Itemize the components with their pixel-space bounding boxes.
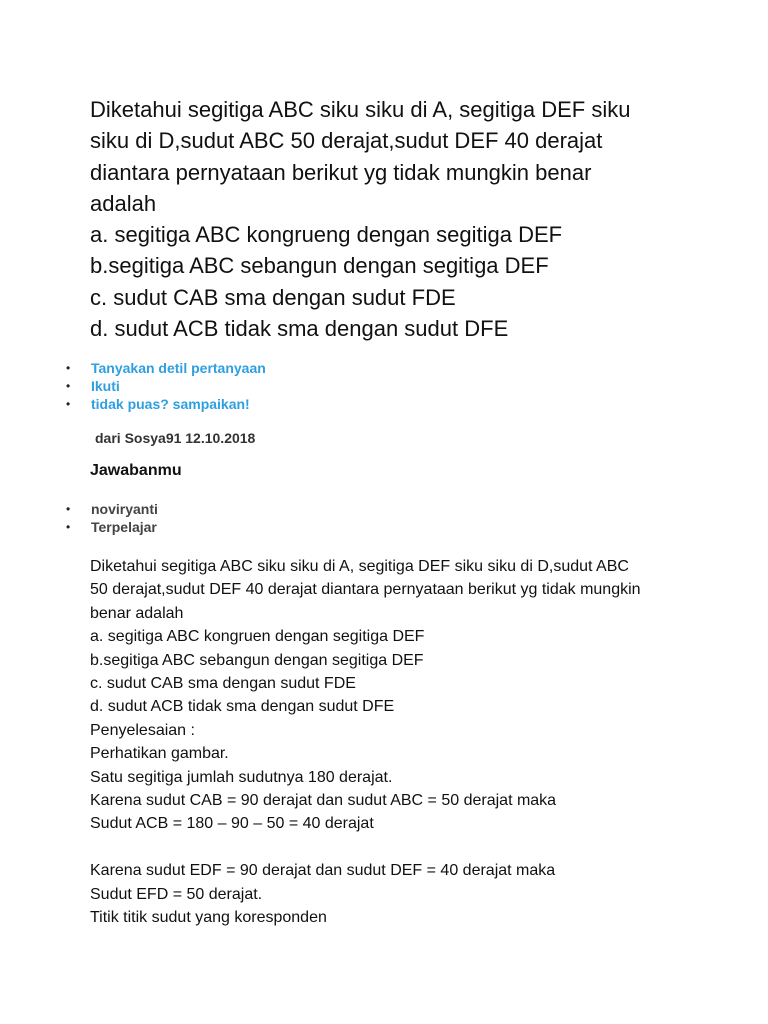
answer-line: Perhatikan gambar. bbox=[90, 745, 229, 763]
answer-heading: Jawabanmu bbox=[90, 462, 182, 479]
report-link[interactable] bbox=[66, 395, 266, 413]
answerer-rank bbox=[66, 518, 158, 536]
answer-blank-line bbox=[90, 836, 730, 859]
bullet-icon: • bbox=[66, 379, 71, 393]
answer-line: Penyelesaian : bbox=[90, 721, 195, 739]
answerer-name-label: noviryanti bbox=[91, 501, 158, 517]
answer-body bbox=[90, 555, 730, 929]
question-line: siku di D,sudut ABC 50 derajat,sudut DEF 40 derajat bbox=[90, 128, 603, 154]
answer-line: Sudut EFD = 50 derajat. bbox=[90, 885, 263, 903]
question-actions-list bbox=[66, 359, 266, 413]
answer-line: b.segitiga ABC sebangun dengan segitiga DEF bbox=[90, 651, 424, 669]
answer-line: a. segitiga ABC kongruen dengan segitiga DEF bbox=[90, 628, 425, 646]
question-option-a: a. segitiga ABC kongrueng dengan segitiga DEF bbox=[90, 222, 563, 248]
question-option-b: b.segitiga ABC sebangun dengan segitiga DEF bbox=[90, 253, 549, 279]
answer-line: Titik titik sudut yang koresponden bbox=[90, 909, 327, 927]
ask-detail-label[interactable]: Tanyakan detil pertanyaan bbox=[91, 360, 266, 376]
answer-line: Diketahui segitiga ABC siku siku di A, segitiga DEF siku siku di D,sudut ABC bbox=[90, 558, 629, 575]
answer-line: 50 derajat,sudut DEF 40 derajat diantara pernyataan berikut yg tidak mungkin bbox=[90, 581, 641, 599]
question-text bbox=[90, 94, 730, 344]
answerer-info-list bbox=[66, 500, 158, 536]
question-line: adalah bbox=[90, 190, 157, 216]
question-line: Diketahui segitiga ABC siku siku di A, segitiga DEF siku bbox=[90, 97, 631, 122]
report-label[interactable]: tidak puas? sampaikan! bbox=[91, 396, 250, 412]
answer-line: d. sudut ACB tidak sma dengan sudut DFE bbox=[90, 698, 395, 716]
follow-label[interactable]: Ikuti bbox=[91, 378, 120, 394]
answer-line: Karena sudut EDF = 90 derajat dan sudut DEF = 40 derajat maka bbox=[90, 862, 556, 880]
question-option-d: d. sudut ACB tidak sma dengan sudut DFE bbox=[90, 316, 509, 342]
follow-link[interactable] bbox=[66, 377, 266, 395]
question-author-date: dari Sosya91 12.10.2018 bbox=[95, 430, 256, 446]
question-option-c: c. sudut CAB sma dengan sudut FDE bbox=[90, 284, 456, 310]
answer-line: c. sudut CAB sma dengan sudut FDE bbox=[90, 675, 356, 693]
bullet-icon: • bbox=[66, 397, 71, 411]
answer-line: Karena sudut CAB = 90 derajat dan sudut ABC = 50 derajat maka bbox=[90, 792, 557, 810]
answerer-name bbox=[66, 500, 158, 518]
answer-line: Sudut ACB = 180 – 90 – 50 = 40 derajat bbox=[90, 815, 374, 833]
question-line: diantara pernyataan berikut yg tidak mungkin benar bbox=[90, 159, 592, 185]
answer-line: benar adalah bbox=[90, 604, 184, 622]
ask-detail-link[interactable] bbox=[66, 359, 266, 377]
bullet-icon: • bbox=[66, 361, 71, 375]
bullet-icon: • bbox=[66, 502, 71, 516]
answer-line: Satu segitiga jumlah sudutnya 180 derajat. bbox=[90, 768, 393, 786]
answerer-rank-label: Terpelajar bbox=[91, 519, 157, 535]
bullet-icon: • bbox=[66, 520, 71, 534]
